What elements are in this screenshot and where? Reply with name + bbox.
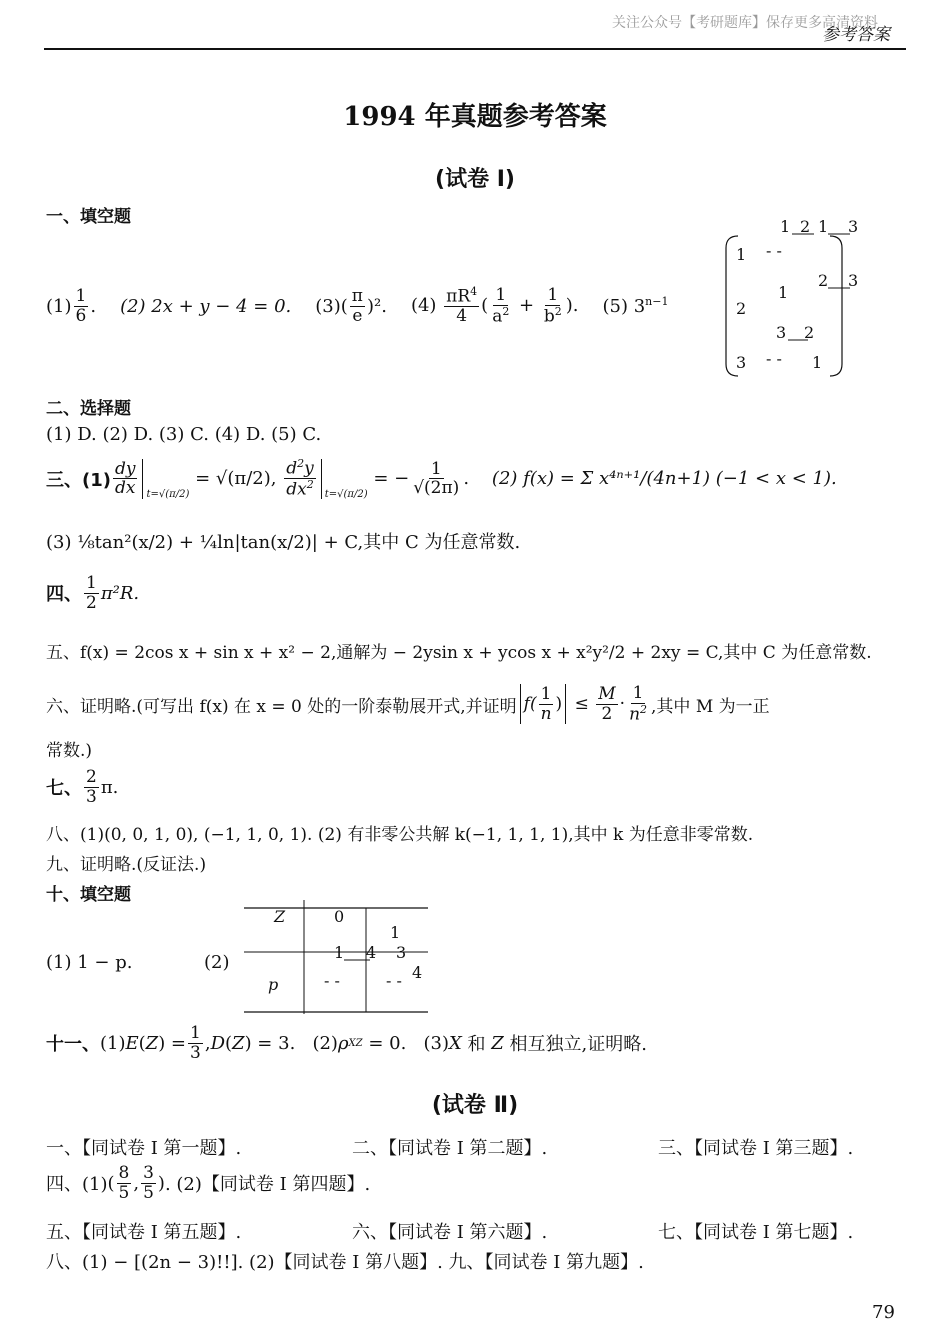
page-number: 79: [872, 1302, 895, 1323]
running-title: 参考答案: [822, 25, 890, 45]
svg-text:3: 3: [848, 271, 859, 290]
svg-text:4: 4: [412, 963, 423, 982]
p2-r1-c: 三、【同试卷 Ⅰ 第三题】.: [658, 1138, 854, 1159]
abs-bar: [520, 684, 521, 724]
svg-text:- -: - -: [324, 971, 340, 990]
p2-r1-a: 一、【同试卷 Ⅰ 第一题】.: [46, 1138, 242, 1159]
paper2-heading: (试卷 Ⅱ): [431, 1093, 519, 1118]
s3-q2: (2) f(x) = Σ x⁴ⁿ⁺¹/(4n+1) (−1 < x < 1).: [491, 468, 837, 490]
p2-r2: 四、(1) ( $\frac{8}{5}$ , $\frac{3}{5}$ ) . (2)【同试卷 Ⅰ 第四题】.: [46, 1163, 371, 1203]
s1-q1-tail: .: [90, 295, 97, 317]
p2-r2-frac1: [117, 1164, 132, 1202]
svg-text:3: 3: [848, 217, 859, 236]
p2-r3-a: 五、【同试卷 Ⅰ 第五题】.: [46, 1222, 242, 1243]
s3-frac2: $\frac{d^2y}{dx^2}$: [286, 457, 314, 500]
s1-label: 一、填空题: [46, 207, 131, 227]
s1-q5-matrix: [724, 214, 864, 378]
s1-q5: (5) $3^{n-1}$: [602, 295, 669, 318]
watermark: 关注公众号【考研题库】保存更多高清资料: [612, 15, 878, 31]
svg-text:- -: - -: [386, 971, 402, 990]
p2-r3-c: 七、【同试卷 Ⅰ 第七题】.: [658, 1222, 854, 1243]
frac-den: 5: [118, 1182, 130, 1203]
svg-text:2: 2: [800, 217, 811, 236]
s4-frac: $\frac{1}{2}$: [86, 573, 97, 613]
frac-den: e: [352, 305, 363, 326]
svg-text:4: 4: [366, 943, 377, 962]
p2-r1-b: 二、【同试卷 Ⅰ 第二题】.: [352, 1138, 548, 1159]
s1-q3-tail: )².: [366, 295, 387, 317]
s10-distribution-table: [240, 900, 432, 1016]
s11: 十一、 (1) E ( Z ) = $\frac{1}{3}$ , D ( Z ) = 3. (2) ρ XZ = 0. (3) X 和 Z 相互独立,证明略.: [46, 1023, 647, 1063]
s7-label: 七、: [46, 778, 82, 800]
s6-text: 六、证明略.(可写出 f(x) 在 x = 0 处的一阶泰勒展开式,并证明: [46, 696, 517, 717]
s3-frac3: $\frac{1}{√(2\pi)}$: [413, 458, 460, 499]
frac-num: 2: [86, 767, 97, 787]
s8: 八、(1)(0, 0, 1, 0), (−1, 1, 0, 1). (2) 有非零公共解 k(−1, 1, 1, 1),其中 k 为任意非零常数.: [46, 825, 754, 845]
svg-text:2: 2: [818, 271, 829, 290]
s4-text: π²R.: [100, 582, 140, 604]
s7-frac: [84, 768, 99, 806]
s1-q1-frac: [74, 287, 89, 325]
svg-text:0: 0: [334, 907, 345, 926]
svg-text:1: 1: [736, 245, 747, 264]
s10-q1: (1) 1 − p.: [46, 952, 133, 973]
svg-text:2: 2: [736, 299, 747, 318]
s4: [46, 574, 139, 612]
p2-r2-label: 四、(1): [46, 1174, 108, 1196]
s10-q2-label: (2): [204, 952, 230, 973]
s6-line2: 常数.): [46, 741, 93, 761]
s7-tail: π.: [100, 776, 119, 798]
svg-text:3: 3: [776, 323, 787, 342]
s4-label: 四、: [46, 584, 82, 606]
svg-text:3: 3: [396, 943, 407, 962]
s1-q3-frac: [350, 287, 365, 325]
s5: 五、f(x) = 2cos x + sin x + x² − 2,通解为 − 2ysin x + ycos x + x²y²/2 + 2xy = C,其中 C 为任意常数.: [46, 643, 872, 663]
frac-num: 3: [143, 1163, 154, 1183]
p2-r3-b: 六、【同试卷 Ⅰ 第六题】.: [352, 1222, 548, 1243]
s3-frac1: $\frac{dy}{dx}$: [114, 458, 136, 499]
frac-num: 1: [75, 285, 87, 306]
svg-text:p: p: [268, 975, 279, 994]
s10-label: 十、填空题: [46, 885, 131, 905]
p2-r2-frac2: [141, 1164, 156, 1202]
svg-text:1: 1: [778, 283, 789, 302]
eval-bar: [142, 459, 143, 499]
frac-den: 3: [86, 786, 97, 807]
p2-r4: 八、(1) − [(2n − 3)!!]. (2)【同试卷 Ⅰ 第八题】. 九、【同试卷 Ⅰ 第九题】.: [46, 1252, 644, 1273]
svg-text:3: 3: [736, 353, 747, 372]
svg-text:- -: - -: [766, 349, 782, 368]
s3-label: 三、(1): [46, 469, 111, 491]
abs-bar: [565, 684, 566, 724]
header-rule: [44, 48, 906, 50]
s3-line2: (3) ⅛tan²(x/2) + ¼ln|tan(x/2)| + C,其中 C 为任意常数.: [46, 532, 521, 553]
s6-tail: ,其中 M 为一正: [651, 696, 770, 717]
s9: 九、证明略.(反证法.): [46, 855, 207, 875]
frac-num: 8: [118, 1163, 130, 1183]
svg-text:1: 1: [334, 943, 345, 962]
p2-r2-tail: . (2)【同试卷 Ⅰ 第四题】.: [164, 1174, 371, 1196]
svg-text:1: 1: [390, 923, 401, 942]
frac-den: 6: [75, 305, 87, 326]
s1-q3-label: (3)(: [315, 295, 348, 317]
svg-text:- -: - -: [766, 241, 782, 260]
s1-answers: [46, 286, 668, 326]
s7: [46, 768, 118, 806]
page-title: 1994 年真题参考答案: [343, 102, 607, 132]
svg-text:Z: Z: [274, 907, 286, 926]
s1-q2: (2) 2x + y − 4 = 0.: [120, 295, 292, 317]
paper1-heading: (试卷 Ⅰ): [435, 167, 515, 192]
s6-line1: 六、证明略.(可写出 f(x) 在 x = 0 处的一阶泰勒展开式,并证明 f( $\frac{1}{n}$ ) ≤ $\frac{M}{2}$ · $\frac{1}{n^2}$ ,其中 M 为一正: [46, 683, 770, 725]
svg-text:1: 1: [780, 217, 791, 236]
frac-num: π: [351, 285, 363, 306]
s2-answers: (1) D. (2) D. (3) C. (4) D. (5) C.: [46, 424, 322, 445]
svg-text:1: 1: [812, 353, 823, 372]
s3-line1: 三、(1) $\frac{dy}{dx}$ t=√(π/2) = √(π/2), $\frac{d^2y}{dx^2}$ t=√(π/2) = − $\frac{1}{√(2\pi)}$ . (2) f(x) = Σ x⁴ⁿ⁺¹/(4n+1) (−1 < x < 1).: [46, 457, 837, 500]
s2-label: 二、选择题: [46, 399, 131, 419]
svg-text:2: 2: [804, 323, 815, 342]
eval-bar: [321, 459, 322, 499]
svg-text:1: 1: [818, 217, 829, 236]
s1-q4: (4) $\frac{\pi R^4}{4}$ ( $\frac{1}{a^2}$ + $\frac{1}{b^2}$ ).: [410, 285, 579, 327]
s1-q1-label: (1): [46, 295, 72, 317]
frac-den: 5: [143, 1182, 154, 1203]
